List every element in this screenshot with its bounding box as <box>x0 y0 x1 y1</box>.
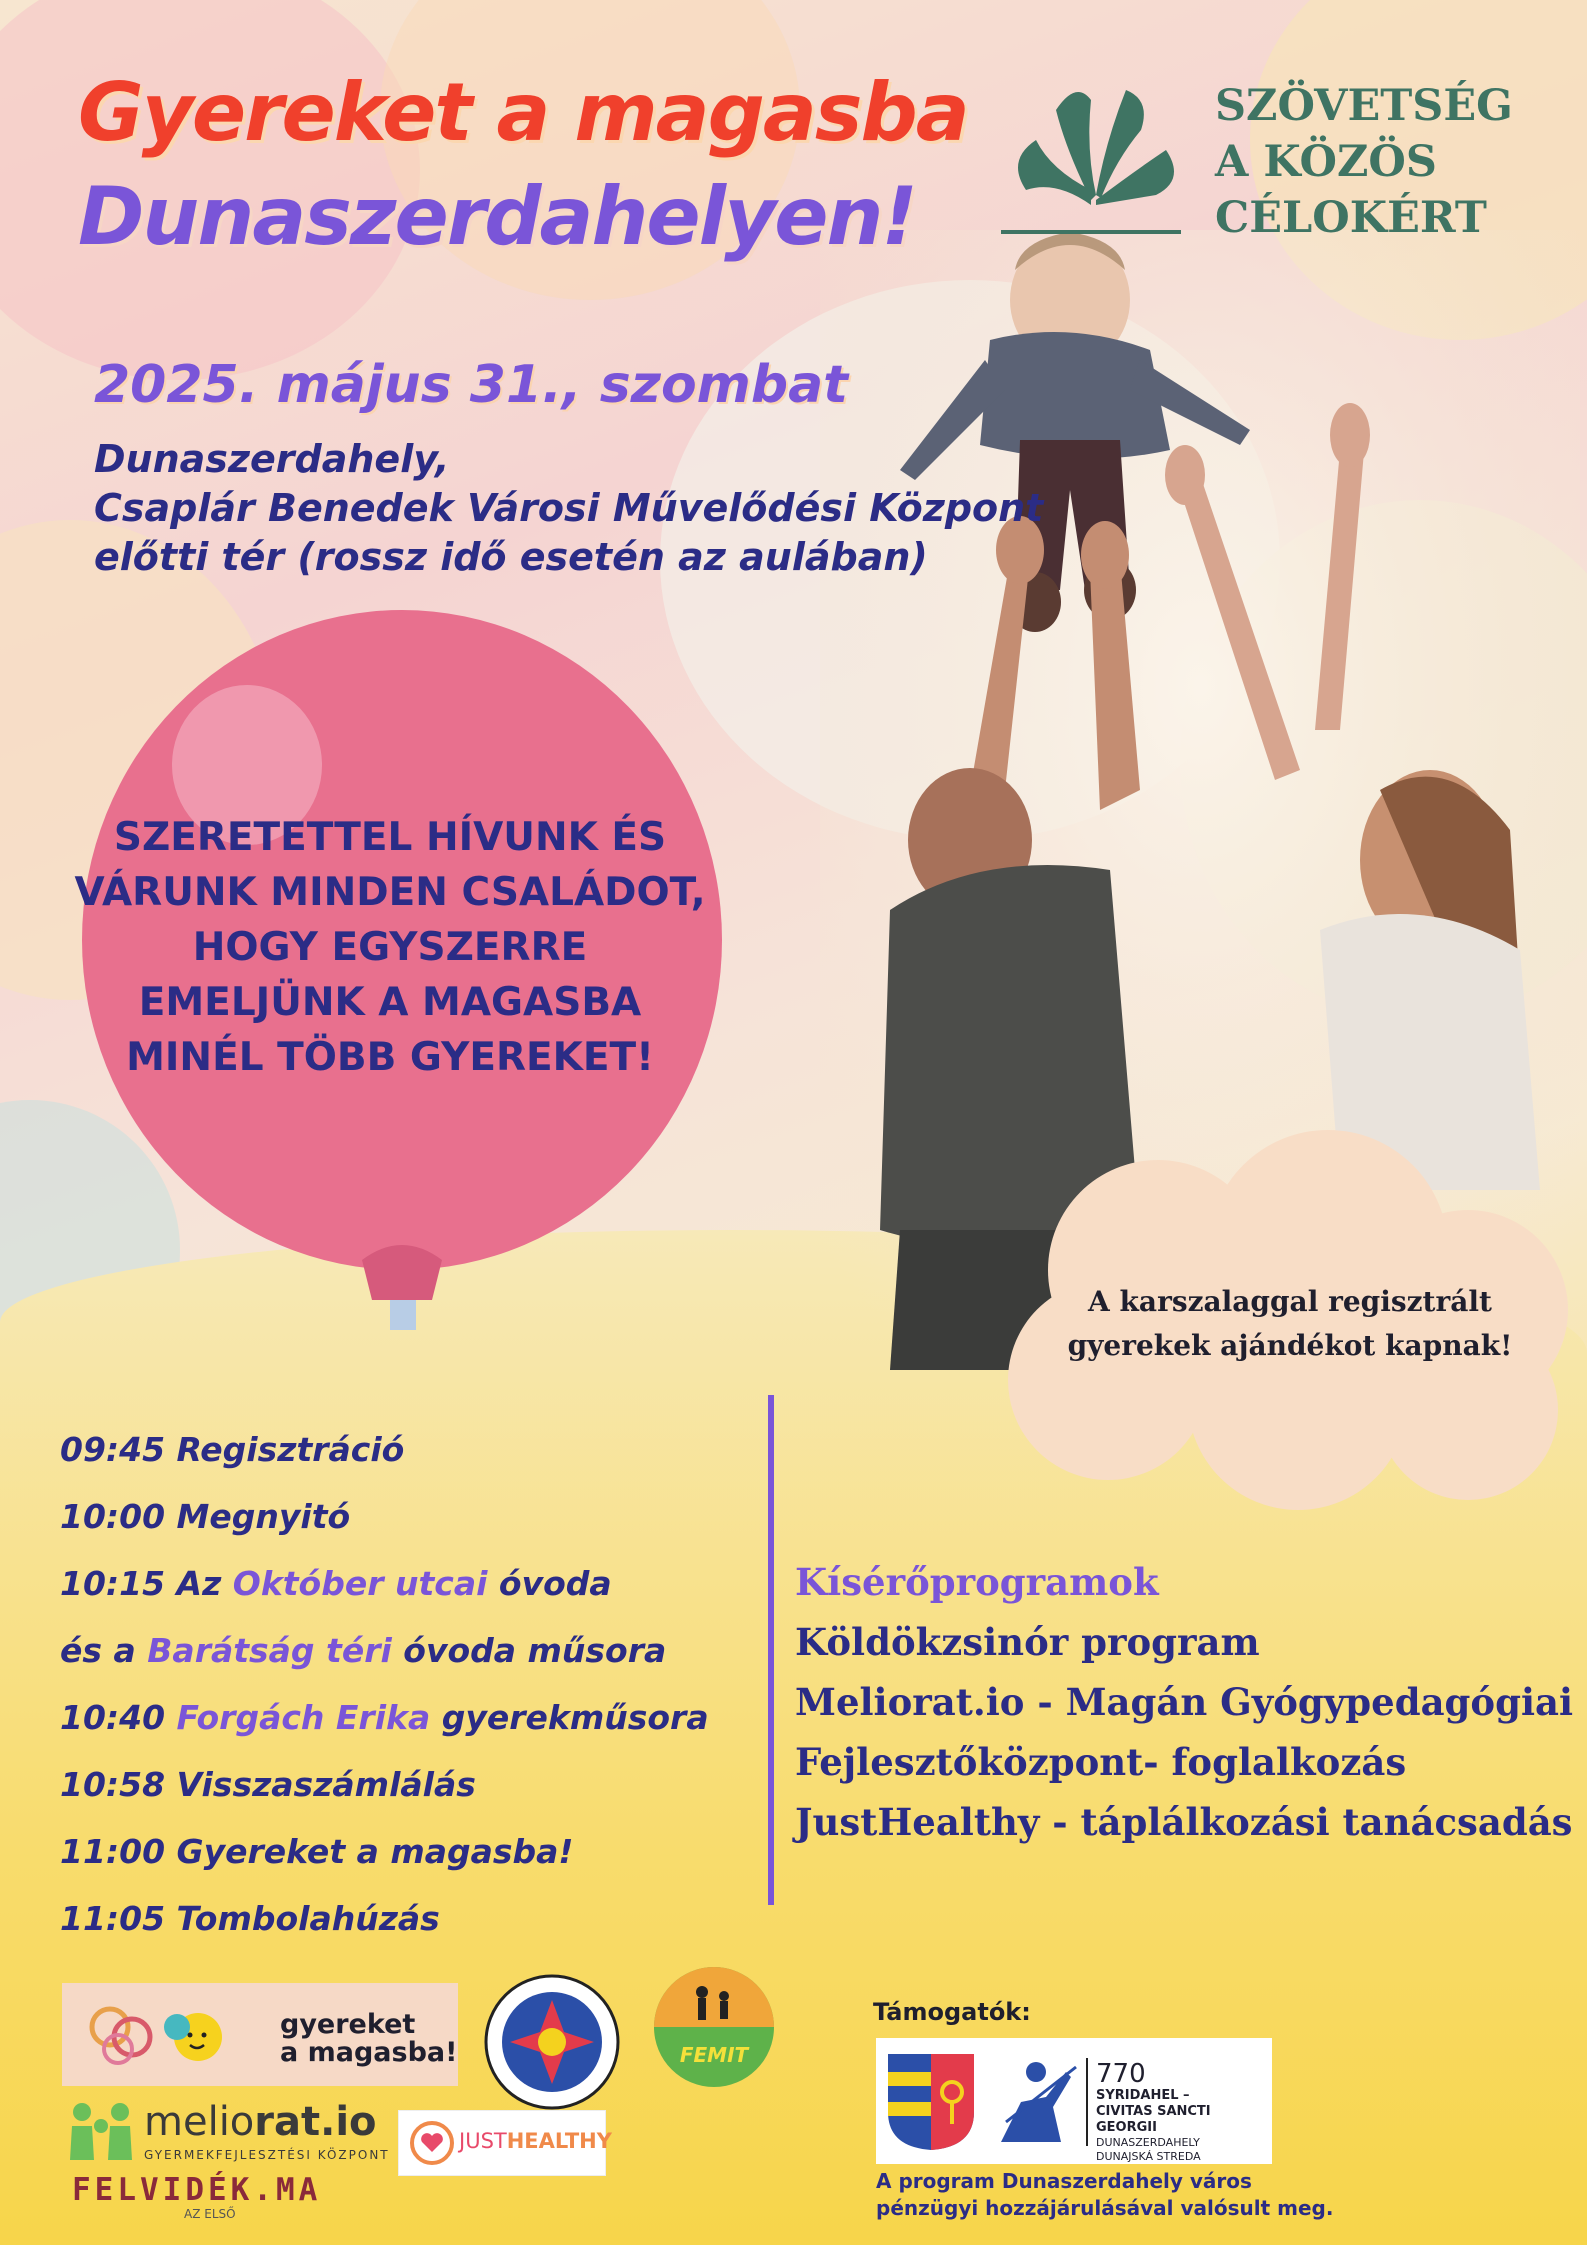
schedule-text: 11:05 Tombolahúzás <box>60 1899 440 1938</box>
wristband-note-line: gyerekek ajándékot kapnak! <box>1067 1329 1513 1362</box>
side-programs <box>795 1560 1573 1860</box>
venue-line: Dunaszerdahely, <box>94 437 450 481</box>
supporters-label: Támogatók: <box>873 1998 1031 2026</box>
side-program-item: Fejlesztőközpont- foglalkozás <box>795 1740 1407 1784</box>
gyereket-a-magasba-logo <box>62 1983 458 2086</box>
side-programs-heading: Kísérőprogramok <box>795 1560 1159 1604</box>
side-program-item: Meliorat.io - Magán Gyógypedagógiai <box>795 1680 1574 1724</box>
cultural-center-seal-icon <box>482 1972 622 2112</box>
organizer-logo-icon <box>996 70 1186 250</box>
side-program-item: Köldökzsinór program <box>795 1620 1260 1664</box>
schedule-item <box>60 1564 709 1631</box>
wristband-note-line: A karszalaggal regisztrált <box>1088 1285 1492 1318</box>
city-text: DUNAJSKÁ STREDA <box>1096 2150 1201 2163</box>
justhealthy-logo <box>398 2110 612 2176</box>
city-text: CIVITAS SANCTI GEORGII <box>1096 2104 1211 2135</box>
schedule-list <box>60 1430 709 1966</box>
event-venue <box>94 435 1043 582</box>
justhealthy-logo-text: HEALTHY <box>506 2129 612 2153</box>
gyereket-logo-text: a magasba! <box>280 2037 458 2068</box>
invitation-line: MINÉL TÖBB GYEREKET! <box>126 1035 654 1080</box>
funding-note-line: pénzügyi hozzájárulásával valósult meg. <box>876 2196 1334 2220</box>
city-text: SYRIDAHEL – <box>1096 2088 1190 2103</box>
event-title-line2: Dunaszerdahelyen! <box>78 170 916 263</box>
invitation-text <box>60 810 720 1085</box>
city-coat-of-arms-icon <box>886 2052 976 2152</box>
felvidek-logo-text: FELVIDÉK.MA <box>72 2172 322 2208</box>
schedule-text: óvoda <box>487 1564 612 1603</box>
organizer-line: A KÖZÖS <box>1215 137 1437 187</box>
gyereket-logo-text: gyereket <box>280 2009 416 2040</box>
felvidek-logo-subtitle: AZ ELSŐ <box>184 2207 236 2221</box>
city-number: 770 <box>1096 2059 1146 2089</box>
funding-note <box>876 2168 1333 2222</box>
schedule-text: 09:45 Regisztráció <box>60 1430 405 1469</box>
schedule-item <box>60 1832 709 1899</box>
organizer-name <box>1215 78 1513 246</box>
schedule-item <box>60 1698 709 1765</box>
meliorat-logo-text: rat.io <box>254 2099 377 2145</box>
supporter-logo-box <box>876 2038 1272 2164</box>
schedule-highlight: Október utcai <box>232 1564 488 1603</box>
organizer-line: SZÖVETSÉG <box>1215 81 1513 131</box>
side-program-item: JustHealthy - táplálkozási tanácsadás <box>795 1800 1573 1844</box>
event-title-line1: Gyereket a magasba <box>78 66 968 159</box>
organizer-line: CÉLOKÉRT <box>1215 193 1487 243</box>
schedule-item <box>60 1430 709 1497</box>
femit-logo-text: FEMIT <box>679 2043 749 2067</box>
meliorat-people-icon <box>62 2100 140 2164</box>
schedule-text: 10:58 Visszaszámlálás <box>60 1765 476 1804</box>
schedule-highlight: Barátság téri <box>147 1631 392 1670</box>
invitation-line: EMELJÜNK A MAGASBA <box>138 980 642 1025</box>
schedule-text: 10:00 Megnyitó <box>60 1497 351 1536</box>
femit-logo-icon <box>652 1962 776 2092</box>
schedule-text: 10:15 Az <box>60 1564 233 1603</box>
supporter-divider <box>1086 2058 1088 2146</box>
column-divider <box>768 1395 774 1905</box>
schedule-highlight: Forgách Erika <box>176 1698 431 1737</box>
schedule-text: 11:00 Gyereket a magasba! <box>60 1832 574 1871</box>
saint-george-icon <box>991 2052 1081 2152</box>
invitation-line: VÁRUNK MINDEN CSALÁDOT, <box>74 870 706 915</box>
meliorat-logo-subtitle: GYERMEKFEJLESZTÉSI KÖZPONT <box>144 2148 390 2162</box>
schedule-text: gyerekműsora <box>430 1698 709 1737</box>
meliorat-logo-text: melio <box>144 2099 255 2145</box>
city-label <box>1096 2060 1272 2164</box>
invitation-line: SZERETETTEL HÍVUNK ÉS <box>113 815 667 860</box>
schedule-item <box>60 1497 709 1564</box>
invitation-line: HOGY EGYSZERRE <box>192 925 588 970</box>
schedule-item <box>60 1631 709 1698</box>
heart-icon <box>409 2120 455 2166</box>
schedule-text: 10:40 <box>60 1698 177 1737</box>
family-faces-icon <box>80 1997 240 2073</box>
funding-note-line: A program Dunaszerdahely város <box>876 2169 1252 2193</box>
schedule-item <box>60 1765 709 1832</box>
venue-line: előtti tér (rossz idő esetén az aulában) <box>94 535 928 579</box>
wristband-note <box>1050 1280 1530 1368</box>
justhealthy-logo-text: JUST <box>459 2129 507 2153</box>
event-date: 2025. május 31., szombat <box>94 355 849 415</box>
schedule-text: és a <box>60 1631 148 1670</box>
schedule-text: óvoda műsora <box>391 1631 667 1670</box>
city-text: DUNASZERDAHELY <box>1096 2136 1200 2149</box>
venue-line: Csaplár Benedek Városi Művelődési Központ <box>94 486 1044 530</box>
schedule-item <box>60 1899 709 1966</box>
